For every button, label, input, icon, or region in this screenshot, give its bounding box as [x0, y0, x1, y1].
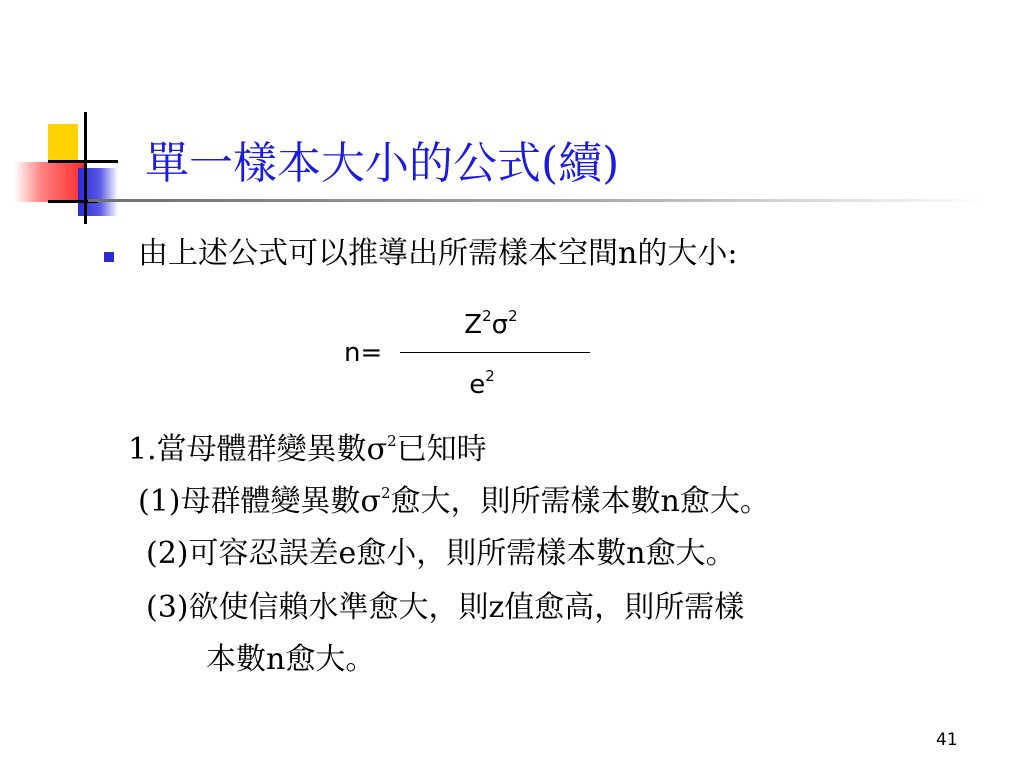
condition-item-1: [138, 480, 770, 524]
formula-lhs: n=: [344, 338, 383, 368]
deco-yellow-square: [48, 124, 78, 160]
deco-red-square: [14, 162, 84, 202]
slide-title: 單一樣本大小的公式(續): [145, 138, 620, 189]
numerator-exponent: 2: [482, 307, 492, 326]
formula-numerator: [456, 307, 526, 340]
denominator-base: e: [469, 370, 486, 400]
bullet-text: 由上述公式可以推導出所需樣本空間n的大小:: [138, 236, 738, 271]
fraction-bar: [400, 352, 590, 353]
title-rule: [88, 199, 988, 202]
numerator-sigma-exponent: 2: [508, 307, 518, 326]
condition-item-1-post: 愈大，則所需樣本數n愈大。: [390, 484, 770, 519]
condition-item-3-continued: 本數n愈大。: [206, 642, 376, 677]
page-number: 41: [936, 730, 958, 750]
deco-vertical-line: [84, 112, 87, 224]
numerator-sigma: σ: [491, 310, 509, 340]
condition-item-3: (3)欲使信賴水準愈大，則z值愈高，則所需樣: [146, 590, 745, 625]
condition-heading-post: 已知時: [396, 432, 487, 467]
condition-heading: [128, 428, 487, 472]
formula-denominator: [462, 367, 502, 400]
bullet-item: [104, 230, 737, 278]
deco-horizontal-line-top: [48, 160, 118, 163]
condition-item-1-pre: (1)母群體變異數σ: [138, 484, 381, 519]
condition-item-2: (2)可容忍誤差e愈小，則所需樣本數n愈大。: [146, 536, 736, 571]
numerator-base: Z: [464, 310, 483, 340]
condition-heading-pre: 1.當母體群變異數σ: [128, 432, 388, 467]
square-bullet-icon: [104, 252, 114, 262]
condition-item-1-exp: 2: [380, 484, 391, 502]
condition-heading-exp: 2: [387, 432, 397, 450]
denominator-exponent: 2: [485, 367, 495, 386]
